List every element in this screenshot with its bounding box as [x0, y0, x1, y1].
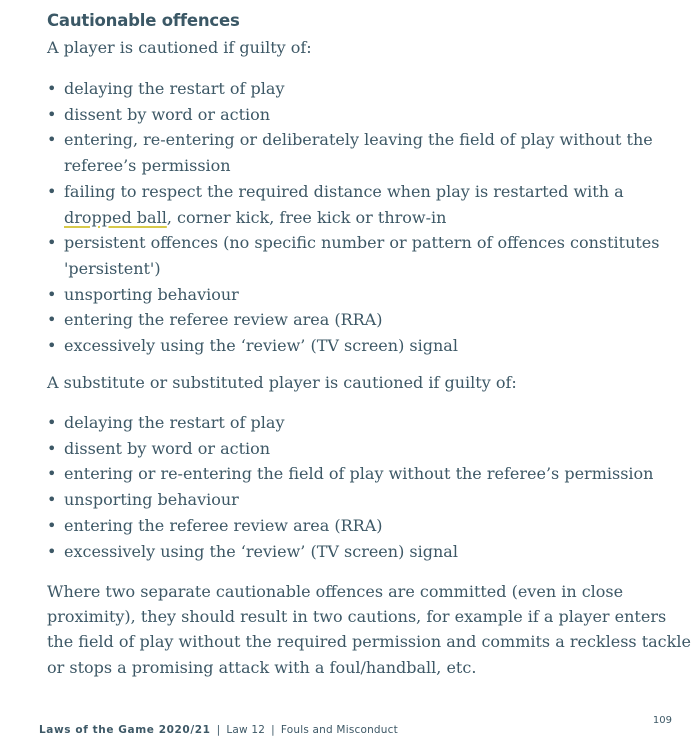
list-item [47, 436, 677, 462]
bullet-icon: • [47, 104, 57, 124]
list-item-text: unsporting behaviour [64, 284, 239, 304]
list-item-text: dissent by word or action [64, 104, 271, 124]
list-item-text: entering, re-entering or deliberately leaving the field of play without the [64, 130, 653, 150]
substitutes-intro: A substitute or substituted player is cautioned if guilty of: [47, 373, 517, 392]
list-item [47, 179, 677, 230]
list-item-text: excessively using the ‘review’ (TV screen) signal [64, 336, 458, 356]
footer-separator: | [271, 724, 275, 736]
list-item-text: persistent offences (no specific number or pattern of offences constitutes [64, 233, 660, 253]
list-item-text: entering the referee review area (RRA) [64, 515, 383, 535]
bullet-icon: • [47, 464, 57, 484]
closing-line: Where two separate cautionable offences are committed (even in close [47, 582, 624, 601]
list-item-text-continued: referee’s permission [64, 156, 231, 176]
page-footer [39, 724, 398, 736]
list-item-text-continued: 'persistent') [64, 258, 161, 278]
list-item [47, 333, 677, 359]
closing-line: the field of play without the required permission and commits a reckless tackle [47, 632, 691, 652]
list-item [47, 230, 677, 281]
list-item [47, 487, 677, 513]
footer-separator: | [216, 724, 221, 736]
players-intro: A player is cautioned if guilty of: [47, 38, 312, 57]
list-item-text: excessively using the ‘review’ (TV screen) signal [64, 541, 458, 561]
bullet-icon: • [47, 490, 57, 510]
list-item [47, 102, 677, 128]
footer-title: Laws of the Game 2020/21 [39, 724, 211, 736]
list-item-text: failing to respect the required distance when play is restarted with a [64, 181, 624, 201]
dropped-ball-link[interactable]: dropped ball [64, 207, 167, 227]
substitutes-offence-list [47, 410, 677, 564]
closing-paragraph [47, 579, 691, 680]
page-number: 109 [652, 715, 672, 726]
list-item-text: unsporting behaviour [64, 490, 239, 510]
footer-law: Law 12 [226, 724, 266, 736]
bullet-icon: • [47, 413, 57, 432]
bullet-icon: • [47, 438, 57, 458]
list-item [47, 282, 677, 308]
bullet-icon: • [47, 79, 57, 98]
bullet-icon: • [47, 181, 57, 201]
list-item [47, 307, 677, 333]
bullet-icon: • [47, 515, 57, 535]
bullet-icon: • [47, 284, 57, 304]
list-item [47, 76, 677, 102]
bullet-icon: • [47, 336, 57, 356]
list-item [47, 539, 677, 565]
players-offence-list [47, 76, 677, 359]
list-item-text: entering the referee review area (RRA) [64, 310, 383, 330]
list-item-text-continued: , corner kick, free kick or throw-in [166, 207, 447, 227]
section-heading: Cautionable offences [47, 11, 240, 30]
bullet-icon: • [47, 541, 57, 561]
list-item [47, 513, 677, 539]
list-item [47, 461, 677, 487]
bullet-icon: • [47, 310, 57, 330]
closing-line: proximity), they should result in two cautions, for example if a player enters [47, 607, 667, 627]
list-item-text: dissent by word or action [64, 438, 271, 458]
footer-section: Fouls and Misconduct [280, 724, 398, 736]
list-item [47, 410, 677, 436]
bullet-icon: • [47, 233, 57, 253]
list-item-text: delaying the restart of play [64, 79, 285, 98]
list-item [47, 127, 677, 178]
list-item-text: delaying the restart of play [64, 413, 285, 432]
closing-line: or stops a promising attack with a foul/handball, etc. [47, 657, 477, 677]
list-item-text: entering or re-entering the field of play without the referee’s permission [64, 464, 654, 484]
bullet-icon: • [47, 130, 57, 150]
